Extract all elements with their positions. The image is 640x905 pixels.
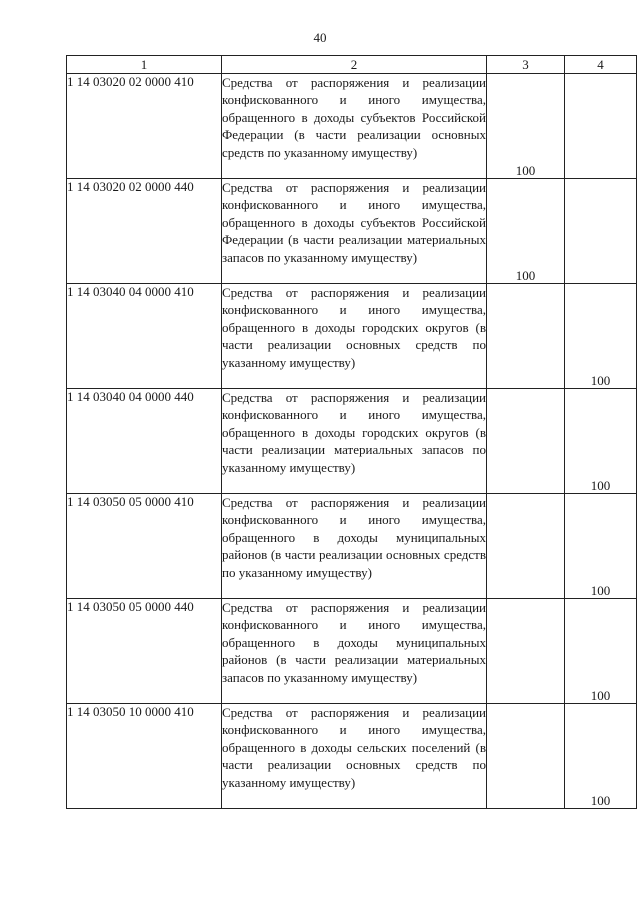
revenue-code: 1 14 03050 05 0000 410 (67, 494, 222, 599)
value-col4: 100 (565, 284, 637, 389)
revenue-name: Средства от распоряжения и реализации конфискованного и иного имущества, обращенного в доходы муниципальных районов (в части реализации материальных запасов по указанному имуществу) (222, 599, 487, 704)
value-col4: 100 (565, 494, 637, 599)
revenue-table (66, 55, 637, 809)
value-col4 (565, 179, 637, 284)
value-col3 (487, 704, 565, 809)
page-number: 40 (313, 30, 327, 45)
revenue-name: Средства от распоряжения и реализации конфискованного и иного имущества, обращенного в доходы сельских поселений (в части реализации основных средств по указанному имуществу) (222, 704, 487, 809)
column-header-2: 2 (222, 56, 487, 74)
column-header-4: 4 (565, 56, 637, 74)
revenue-name: Средства от распоряжения и реализации конфискованного и иного имущества, обращенного в доходы субъектов Российской Федерации (в части реализации материальных запасов по указанному имуществу) (222, 179, 487, 284)
value-col4: 100 (565, 599, 637, 704)
revenue-name: Средства от распоряжения и реализации конфискованного и иного имущества, обращенного в доходы городских округов (в части реализации материальных запасов по указанному имуществу) (222, 389, 487, 494)
value-col3 (487, 284, 565, 389)
value-col4: 100 (565, 389, 637, 494)
value-col4 (565, 74, 637, 179)
value-col3 (487, 389, 565, 494)
revenue-code: 1 14 03040 04 0000 440 (67, 389, 222, 494)
revenue-code: 1 14 03020 02 0000 440 (67, 179, 222, 284)
table-header-row (67, 56, 637, 74)
value-col3: 100 (487, 179, 565, 284)
revenue-name: Средства от распоряжения и реализации конфискованного и иного имущества, обращенного в доходы субъектов Российской Федерации (в части реализации основных средств по указанному имуществу) (222, 74, 487, 179)
value-col3 (487, 494, 565, 599)
revenue-name: Средства от распоряжения и реализации конфискованного и иного имущества, обращенного в доходы муниципальных районов (в части реализации основных средств по указанному имуществу) (222, 494, 487, 599)
revenue-code: 1 14 03050 10 0000 410 (67, 704, 222, 809)
revenue-code: 1 14 03040 04 0000 410 (67, 284, 222, 389)
table-row (67, 74, 637, 179)
value-col3 (487, 599, 565, 704)
table-row (67, 179, 637, 284)
value-col4: 100 (565, 704, 637, 809)
revenue-name: Средства от распоряжения и реализации конфискованного и иного имущества, обращенного в доходы городских округов (в части реализации основных средств по указанному имуществу) (222, 284, 487, 389)
table-row (67, 704, 637, 809)
table-row (67, 389, 637, 494)
table-row (67, 599, 637, 704)
column-header-3: 3 (487, 56, 565, 74)
column-header-1: 1 (67, 56, 222, 74)
revenue-code: 1 14 03020 02 0000 410 (67, 74, 222, 179)
table-row (67, 494, 637, 599)
revenue-code: 1 14 03050 05 0000 440 (67, 599, 222, 704)
value-col3: 100 (487, 74, 565, 179)
table-row (67, 284, 637, 389)
